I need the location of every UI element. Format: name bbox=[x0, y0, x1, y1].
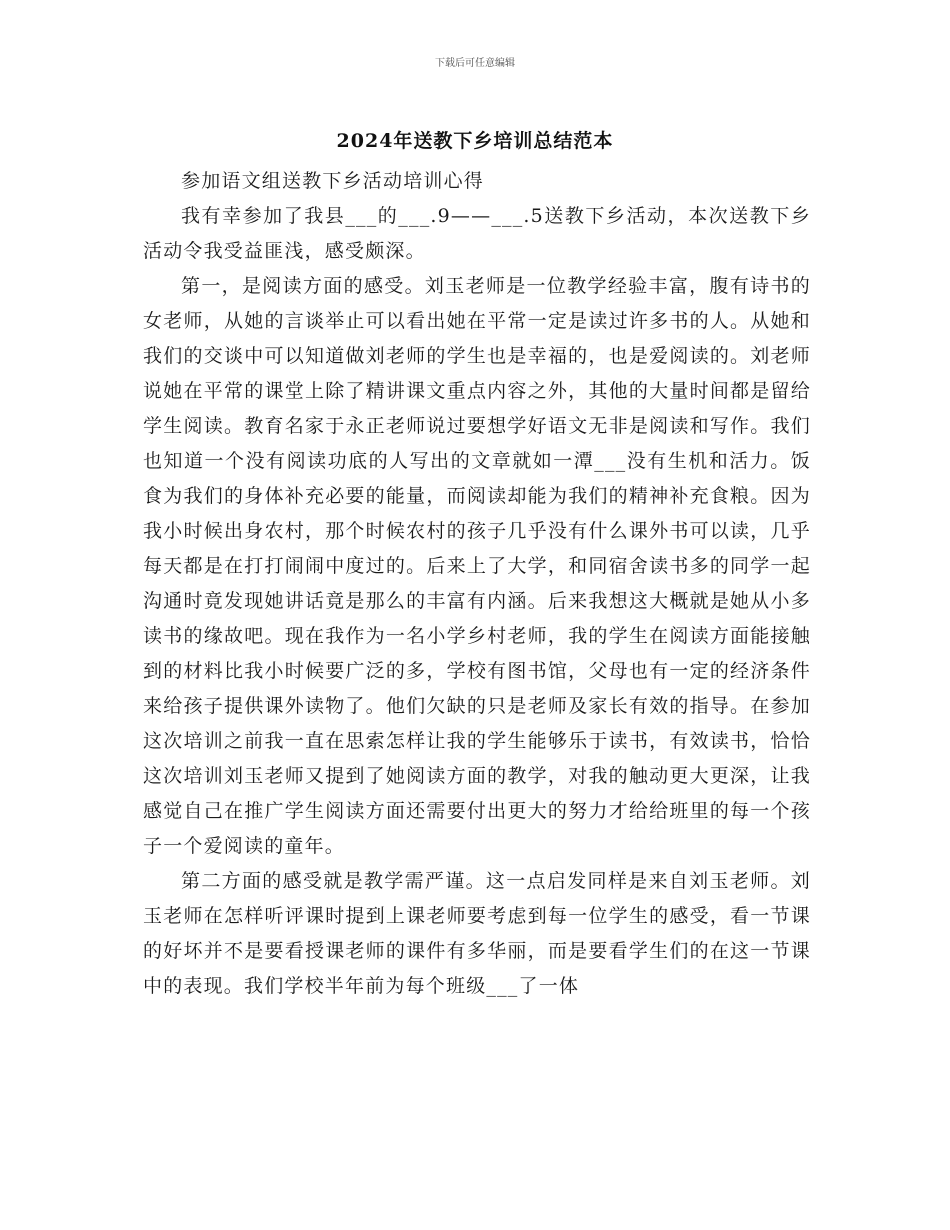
paragraph-first-point: 第一，是阅读方面的感受。刘玉老师是一位教学经验丰富，腹有诗书的女老师，从她的言谈举止可以看出她在平常一定是读过许多书的人。从她和我们的交谈中可以知道做刘老师的学生也是幸福的，也是爱阅读的。刘老师说她在平常的课堂上除了精讲课文重点内容之外，其他的大量时间都是留给学生阅读。教育名家于永正老师说过要想学好语文无非是阅读和写作。我们也知道一个没有阅读功底的人写出的文章就如一潭___没有生机和活力。饭食为我们的身体补充必要的能量，而阅读却能为我们的精神补充食粮。因为我小时候出身农村，那个时候农村的孩子几乎没有什么课外书可以读，几乎每天都是在打打闹闹中度过的。后来上了大学，和同宿舍读书多的同学一起沟通时竟发现她讲话竟是那么的丰富有内涵。后来我想这大概就是她从小多读书的缘故吧。现在我作为一名小学乡村老师，我的学生在阅读方面能接触到的材料比我小时候要广泛的多，学校有图书馆，父母也有一定的经济条件来给孩子提供课外读物了。他们欠缺的只是老师及家长有效的指导。在参加这次培训之前我一直在思索怎样让我的学生能够乐于读书，有效读书，恰恰这次培训刘玉老师又提到了她阅读方面的教学，对我的触动更大更深，让我感觉自己在推广学生阅读方面还需要付出更大的努力才给给班里的每一个孩子一个爱阅读的童年。 bbox=[143, 275, 811, 857]
document-title: 2024年送教下乡培训总结范本 bbox=[336, 130, 614, 152]
header-note: 下载后可任意编辑 bbox=[435, 58, 515, 69]
paragraph-subtitle: 参加语文组送教下乡活动培训心得 bbox=[181, 170, 485, 192]
paragraph-second-point: 第二方面的感受就是教学需严谨。这一点启发同样是来自刘玉老师。刘玉老师在怎样听评课时提到上课老师要考虑到每一位学生的感受，看一节课的好坏并不是要看授课老师的课件有多华丽，而是要看学生们的在这一节课中的表现。我们学校半年前为每个班级___了一体 bbox=[143, 870, 811, 997]
document-body bbox=[143, 164, 811, 1004]
paragraph-intro: 我有幸参加了我县___的___.9——___.5送教下乡活动，本次送教下乡活动令我受益匪浅，感受颇深。 bbox=[143, 205, 811, 262]
